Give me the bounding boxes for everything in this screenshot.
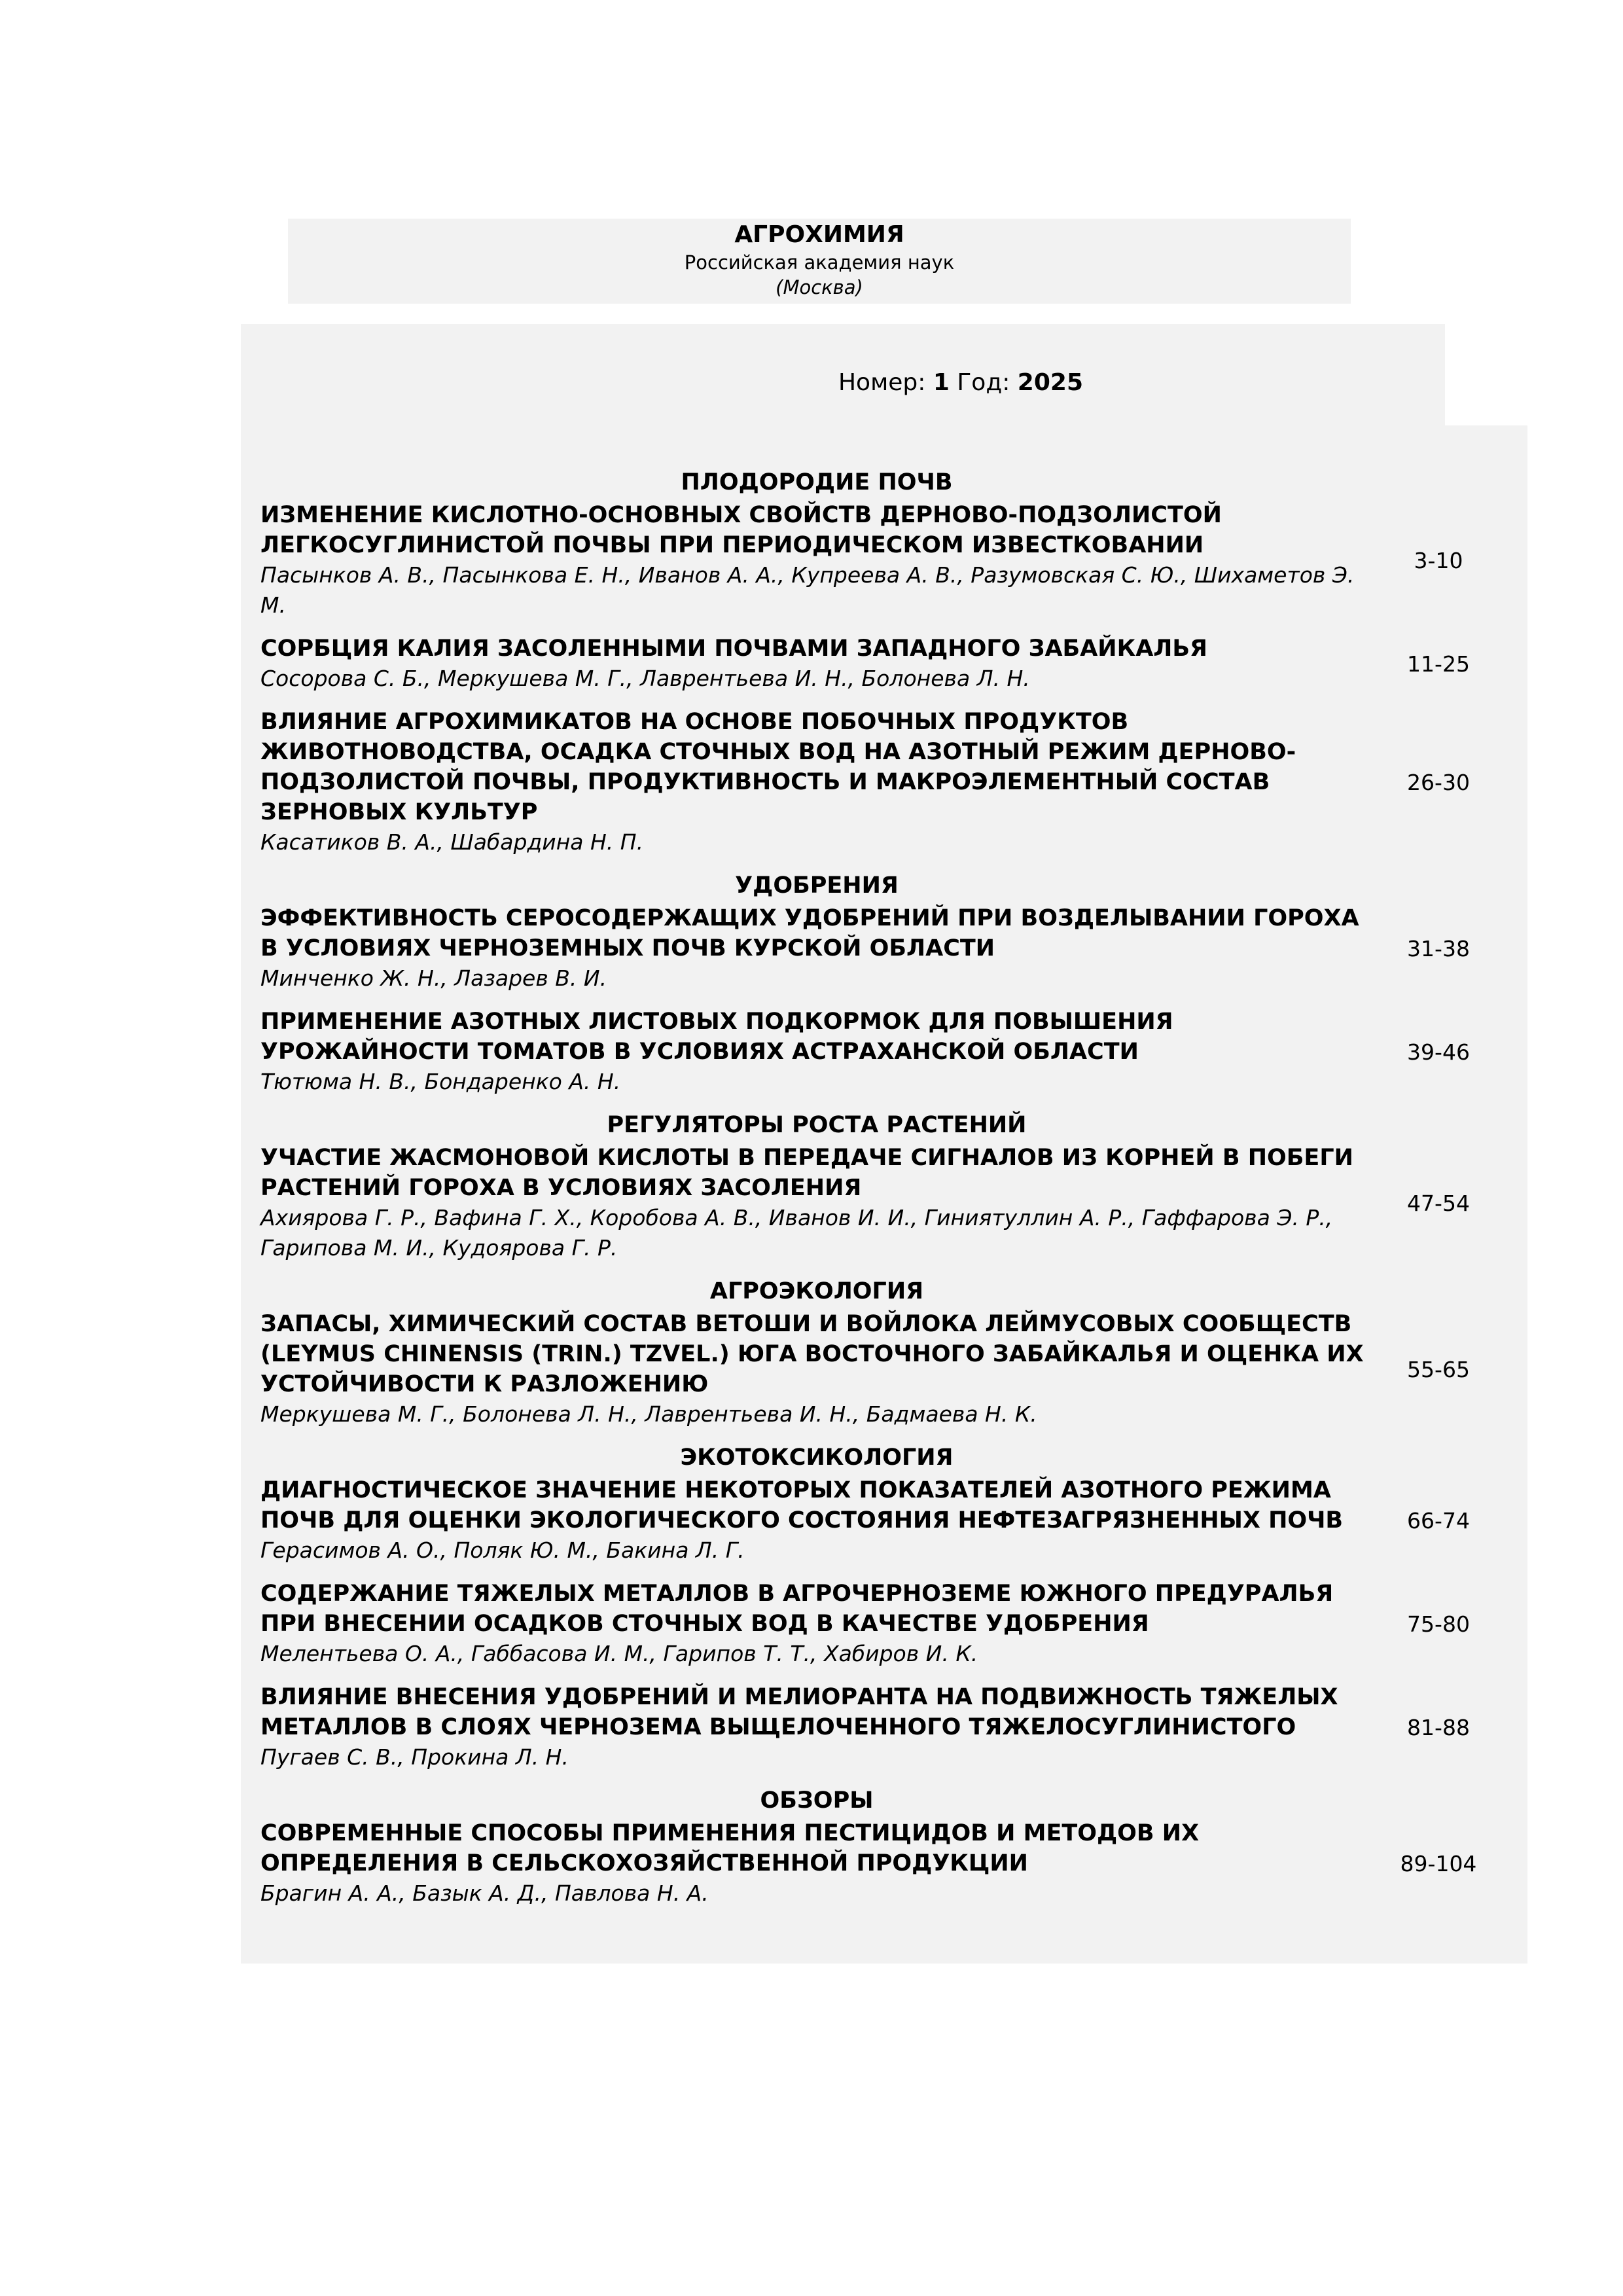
article-entry[interactable] xyxy=(260,500,1504,620)
article-entry[interactable] xyxy=(260,1475,1504,1566)
article-pages: 26-30 xyxy=(1407,769,1470,795)
article-entry[interactable] xyxy=(260,707,1504,857)
article-text xyxy=(260,1007,1373,1097)
article-pages: 75-80 xyxy=(1407,1611,1470,1637)
article-authors: Герасимов А. О., Поляк Ю. М., Бакина Л. Г. xyxy=(260,1537,745,1563)
article-text xyxy=(260,1475,1373,1566)
article-pages: 47-54 xyxy=(1407,1190,1470,1216)
article-pages: 39-46 xyxy=(1407,1039,1470,1065)
article-text xyxy=(260,634,1373,694)
article-entry[interactable] xyxy=(260,634,1504,694)
article-text xyxy=(260,1579,1373,1669)
article-authors: Меркушева М. Г., Болонева Л. Н., Лаврентьева И. Н., Бадмаева Н. К. xyxy=(260,1401,1037,1427)
toc-section xyxy=(260,1276,1504,1429)
article-authors: Минченко Ж. Н., Лазарев В. И. xyxy=(260,965,607,991)
toc-section xyxy=(260,870,1504,1097)
section-title: ЭКОТОКСИКОЛОГИЯ xyxy=(680,1444,954,1471)
issue-info xyxy=(241,324,1445,426)
toc-section xyxy=(260,1785,1504,1909)
article-pages: 3-10 xyxy=(1414,547,1463,573)
article-entry[interactable] xyxy=(260,903,1504,994)
article-authors: Тютюма Н. В., Бондаренко А. Н. xyxy=(260,1069,621,1094)
article-text xyxy=(260,903,1373,994)
article-title[interactable]: ВЛИЯНИЕ ВНЕСЕНИЯ УДОБРЕНИЙ И МЕЛИОРАНТА НА ПОДВИЖНОСТЬ ТЯЖЕЛЫХ МЕТАЛЛОВ В СЛОЯХ ЧЕРНОЗЕМА ВЫЩЕЛОЧЕННОГО ТЯЖЕЛОСУГЛИНИСТОГО xyxy=(260,1684,1338,1740)
article-entry[interactable] xyxy=(260,1309,1504,1429)
article-authors: Касатиков В. А., Шабардина Н. П. xyxy=(260,829,644,855)
article-entry[interactable] xyxy=(260,1818,1504,1909)
toc-section xyxy=(260,1443,1504,1772)
toc-section xyxy=(260,1110,1504,1263)
section-title: УДОБРЕНИЯ xyxy=(735,872,899,899)
article-title[interactable]: СОВРЕМЕННЫЕ СПОСОБЫ ПРИМЕНЕНИЯ ПЕСТИЦИДОВ И МЕТОДОВ ИХ ОПРЕДЕЛЕНИЯ В СЕЛЬСКОХОЗЯЙСТВЕННОЙ ПРОДУКЦИИ xyxy=(260,1820,1200,1876)
article-entry[interactable] xyxy=(260,1007,1504,1097)
article-text xyxy=(260,500,1373,620)
issue-line xyxy=(241,368,1623,397)
issue-number: 1 xyxy=(933,369,950,396)
article-title[interactable]: ВЛИЯНИЕ АГРОХИМИКАТОВ НА ОСНОВЕ ПОБОЧНЫХ ПРОДУКТОВ ЖИВОТНОВОДСТВА, ОСАДКА СТОЧНЫХ ВОД НА АЗОТНЫЙ РЕЖИМ ДЕРНОВО-ПОДЗОЛИСТОЙ ПОЧВЫ, ПРОДУКТИВНОСТЬ И МАКРОЭЛЕМЕНТНЫЙ СОСТАВ ЗЕРНОВЫХ КУЛЬТУР xyxy=(260,709,1296,825)
article-pages: 81-88 xyxy=(1407,1714,1470,1740)
article-title[interactable]: ДИАГНОСТИЧЕСКОЕ ЗНАЧЕНИЕ НЕКОТОРЫХ ПОКАЗАТЕЛЕЙ АЗОТНОГО РЕЖИМА ПОЧВ ДЛЯ ОЦЕНКИ ЭКОЛОГИЧЕСКОГО СОСТОЯНИЯ НЕФТЕЗАГРЯЗНЕННЫХ ПОЧВ xyxy=(260,1477,1344,1534)
issue-number-label: Номер: xyxy=(838,369,926,396)
article-authors: Сосорова С. Б., Меркушева М. Г., Лаврентьева И. Н., Болонева Л. Н. xyxy=(260,666,1030,691)
journal-city: (Москва) xyxy=(776,276,863,298)
article-pages: 31-38 xyxy=(1407,935,1470,961)
article-text xyxy=(260,1309,1373,1429)
article-title[interactable]: ЗАПАСЫ, ХИМИЧЕСКИЙ СОСТАВ ВЕТОШИ И ВОЙЛОКА ЛЕЙМУСОВЫХ СООБЩЕСТВ (LEYMUS CHINENSIS (TRIN.) TZVEL.) ЮГА ВОСТОЧНОГО ЗАБАЙКАЛЬЯ И ОЦЕНКА ИХ УСТОЙЧИВОСТИ К РАЗЛОЖЕНИЮ xyxy=(260,1311,1364,1397)
article-title[interactable]: СОДЕРЖАНИЕ ТЯЖЕЛЫХ МЕТАЛЛОВ В АГРОЧЕРНОЗЕМЕ ЮЖНОГО ПРЕДУРАЛЬЯ ПРИ ВНЕСЕНИИ ОСАДКОВ СТОЧНЫХ ВОД В КАЧЕСТВЕ УДОБРЕНИЯ xyxy=(260,1581,1334,1637)
issue-year: 2025 xyxy=(1017,369,1083,396)
article-title[interactable]: ЭФФЕКТИВНОСТЬ СЕРОСОДЕРЖАЩИХ УДОБРЕНИЙ ПРИ ВОЗДЕЛЫВАНИИ ГОРОХА В УСЛОВИЯХ ЧЕРНОЗЕМНЫХ ПОЧВ КУРСКОЙ ОБЛАСТИ xyxy=(260,905,1359,961)
article-entry[interactable] xyxy=(260,1143,1504,1263)
article-pages: 11-25 xyxy=(1407,651,1470,677)
toc-section xyxy=(260,467,1504,857)
article-text xyxy=(260,1818,1373,1909)
article-entry[interactable] xyxy=(260,1682,1504,1772)
section-title: АГРОЭКОЛОГИЯ xyxy=(709,1278,924,1304)
section-title: РЕГУЛЯТОРЫ РОСТА РАСТЕНИЙ xyxy=(607,1112,1027,1138)
article-title[interactable]: ИЗМЕНЕНИЕ КИСЛОТНО-ОСНОВНЫХ СВОЙСТВ ДЕРНОВО-ПОДЗОЛИСТОЙ ЛЕГКОСУГЛИНИСТОЙ ПОЧВЫ ПРИ ПЕРИОДИЧЕСКОМ ИЗВЕСТКОВАНИИ xyxy=(260,502,1222,558)
article-authors: Ахиярова Г. Р., Вафина Г. Х., Коробова А. В., Иванов И. И., Гиниятуллин А. Р., Гаффарова Э. Р., Гарипова М. И., Кудоярова Г. Р. xyxy=(260,1205,1333,1261)
article-authors: Брагин А. А., Базык А. Д., Павлова Н. А. xyxy=(260,1880,709,1906)
journal-publisher: Российская академия наук xyxy=(684,251,955,274)
article-title[interactable]: УЧАСТИЕ ЖАСМОНОВОЙ КИСЛОТЫ В ПЕРЕДАЧЕ СИГНАЛОВ ИЗ КОРНЕЙ В ПОБЕГИ РАСТЕНИЙ ГОРОХА В УСЛОВИЯХ ЗАСОЛЕНИЯ xyxy=(260,1145,1353,1201)
article-text xyxy=(260,1682,1373,1772)
article-pages: 66-74 xyxy=(1407,1507,1470,1534)
article-authors: Пугаев С. В., Прокина Л. Н. xyxy=(260,1744,569,1770)
article-pages: 89-104 xyxy=(1400,1850,1477,1876)
article-title[interactable]: СОРБЦИЯ КАЛИЯ ЗАСОЛЕННЫМИ ПОЧВАМИ ЗАПАДНОГО ЗАБАЙКАЛЬЯ xyxy=(260,636,1207,662)
issue-year-label: Год: xyxy=(957,369,1010,396)
article-pages: 55-65 xyxy=(1407,1356,1470,1382)
toc-list xyxy=(260,467,1504,1922)
journal-header xyxy=(288,219,1351,304)
journal-title: АГРОХИМИЯ xyxy=(734,221,904,248)
article-entry[interactable] xyxy=(260,1579,1504,1669)
table-of-contents xyxy=(241,425,1527,1964)
article-text xyxy=(260,707,1373,857)
article-authors: Мелентьева О. А., Габбасова И. М., Гарипов Т. Т., Хабиров И. К. xyxy=(260,1641,978,1666)
section-title: ПЛОДОРОДИЕ ПОЧВ xyxy=(681,469,953,495)
article-title[interactable]: ПРИМЕНЕНИЕ АЗОТНЫХ ЛИСТОВЫХ ПОДКОРМОК ДЛЯ ПОВЫШЕНИЯ УРОЖАЙНОСТИ ТОМАТОВ В УСЛОВИЯХ АСТРАХАНСКОЙ ОБЛАСТИ xyxy=(260,1009,1173,1065)
section-title: ОБЗОРЫ xyxy=(760,1787,874,1814)
article-authors: Пасынков А. В., Пасынкова Е. Н., Иванов А. А., Купреева А. В., Разумовская С. Ю., Шихаметов Э. М. xyxy=(260,562,1355,618)
article-text xyxy=(260,1143,1373,1263)
